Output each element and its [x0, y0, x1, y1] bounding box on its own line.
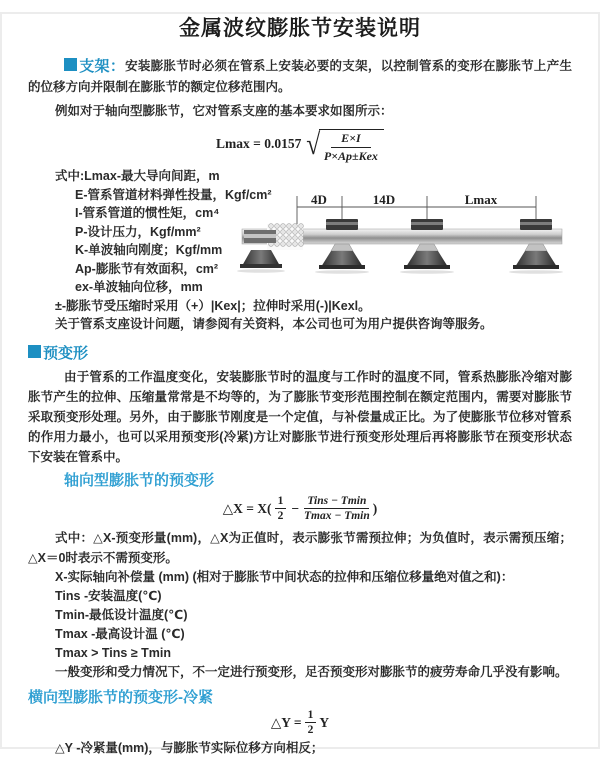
axial-formula-operator: −	[291, 500, 300, 516]
axial-formula-temp-fraction	[304, 495, 370, 522]
support-intro-text: 安装膨胀节时必须在管系上安装必要的支架，以控制管系的变形在膨胀节上产生的位移方向并限制在膨胀节的额定位移范围内。	[28, 59, 572, 94]
radical-sign: √	[306, 128, 321, 161]
definition-line: I-管系管道的惯性矩，cm⁴	[75, 206, 220, 220]
lmax-formula-numerator: E×I	[331, 131, 371, 148]
frac-denominator: 2	[307, 724, 314, 736]
frac-numerator: 1	[275, 495, 287, 509]
definition-line: ex-单波轴向位移，mm	[75, 280, 203, 294]
axial-note-line: 一般变形和受力情况下，不一定进行预变形，足否预变形对膨胀节的疲劳寿命几乎没有影响。	[55, 664, 568, 679]
axial-explanation: 式中：△X-预变形量(mm)，△X为正值时，表示膨张节需预拉伸；为负值时，表示需预压缩；△X＝0时表示不需预变形。	[28, 530, 572, 565]
lateral-formula-lhs: △Y =	[270, 714, 302, 730]
lateral-formula-rhs: Y	[319, 714, 330, 730]
axial-formula-frac-half	[275, 495, 287, 522]
axial-definition-line: X-实际轴向补偿量 (mm) (相对于膨胀节中间状态的拉伸和压缩位移量绝对值之和)：	[55, 569, 514, 584]
frac-numerator: 1	[305, 709, 317, 723]
definition-line: E-管系管道材料弹性投量，Kgf/cm²	[75, 187, 272, 202]
lmax-formula	[0, 125, 600, 163]
blue-square-icon	[28, 345, 41, 358]
pipe-support-diagram	[240, 193, 600, 293]
support-section-heading: 支架：	[79, 58, 126, 75]
dim-label-4d: 4D	[311, 192, 327, 207]
definitions-and-diagram	[0, 167, 600, 334]
preform-section-heading: 预变形	[43, 344, 89, 362]
axial-definition-line: Tmax -最高设计温 (℃)	[55, 626, 185, 641]
axial-definition-line: Tmax > Tins ≥ Tmin	[55, 645, 172, 660]
document-page	[0, 12, 600, 755]
definition-line: K-单波轴向刚度；Kgf/mm	[75, 243, 223, 257]
guide-support	[509, 219, 563, 274]
page-title: 金属波纹膨胀节安装说明	[179, 17, 421, 40]
preform-paragraph: 由于管系的工作温度变化，安装膨胀节时的温度与工作时的温度不同，管系热膨胀冷缩对膨胀节产生的拉伸、压缩量常常是不均等的，为了膨胀节变形范围控制在额定范围内，需要对膨胀节采取预变形处理。另外，由于膨胀节刚度是一个定值，与补偿量成正比。为了使膨胀节位移对管系的作用力最小，也可以采用预变形(冷紧)方让对膨胀节进行预变形处理后再将膨胀节在预变形状态下安装在管系中。	[28, 369, 572, 464]
preform-section-heading-row	[28, 342, 572, 363]
definition-line: P-设计压力，Kgf/mm²	[75, 224, 201, 239]
guide-support	[315, 219, 369, 274]
dim-label-14d: 14D	[372, 192, 396, 207]
axial-formula-lhs: △X = X(	[222, 500, 272, 516]
definition-line: Ap-膨胀节有效面积，cm²	[75, 261, 219, 276]
support-intro-paragraph	[28, 56, 572, 97]
lmax-formula-fraction	[319, 129, 384, 164]
definition-line: ±-膨胀节受压缩时采用（+）|Kex|；拉伸时采用(-)|Kexl。	[55, 298, 371, 313]
blue-square-icon	[64, 58, 77, 71]
axial-definition-line: Tmin-最低设计温度(℃)	[55, 607, 188, 622]
axial-formula-rhs: )	[372, 500, 378, 516]
axial-formula	[0, 492, 600, 526]
support-example-line: 例如对于轴向型膨胀节，它对管系支座的基本要求如图所示：	[55, 104, 393, 118]
support-note-line: 关于管系支座设计问题，请参阅有关资料，本公司也可为用户提供咨询等服务。	[55, 317, 493, 331]
lateral-formula	[0, 709, 600, 737]
axial-definition-list	[28, 568, 572, 682]
lateral-formula-frac-half	[305, 709, 317, 736]
frac-denominator: 2	[277, 510, 284, 522]
frac-numerator: Tins − Tmin	[304, 495, 369, 509]
axial-subsection-heading: 轴向型膨胀节的预变形	[64, 471, 215, 489]
lmax-formula-lhs: Lmax = 0.0157	[216, 136, 302, 151]
dim-label-lmax: Lmax	[464, 192, 498, 207]
lateral-definition-line: △Y -冷紧量(mm)，与膨胀节实际位移方向相反；	[55, 740, 324, 755]
lmax-formula-denominator: P×Ap±Kex	[323, 148, 378, 163]
lateral-subsection-heading: 横向型膨胀节的预变形-冷紧	[28, 688, 213, 706]
axial-definition-line: Tins -安装温度(℃)	[55, 588, 162, 603]
definition-line: 式中:Lmax-最大导向间距，m	[55, 169, 220, 183]
guide-support	[400, 219, 454, 274]
frac-denominator: Tmax − Tmin	[304, 510, 370, 522]
